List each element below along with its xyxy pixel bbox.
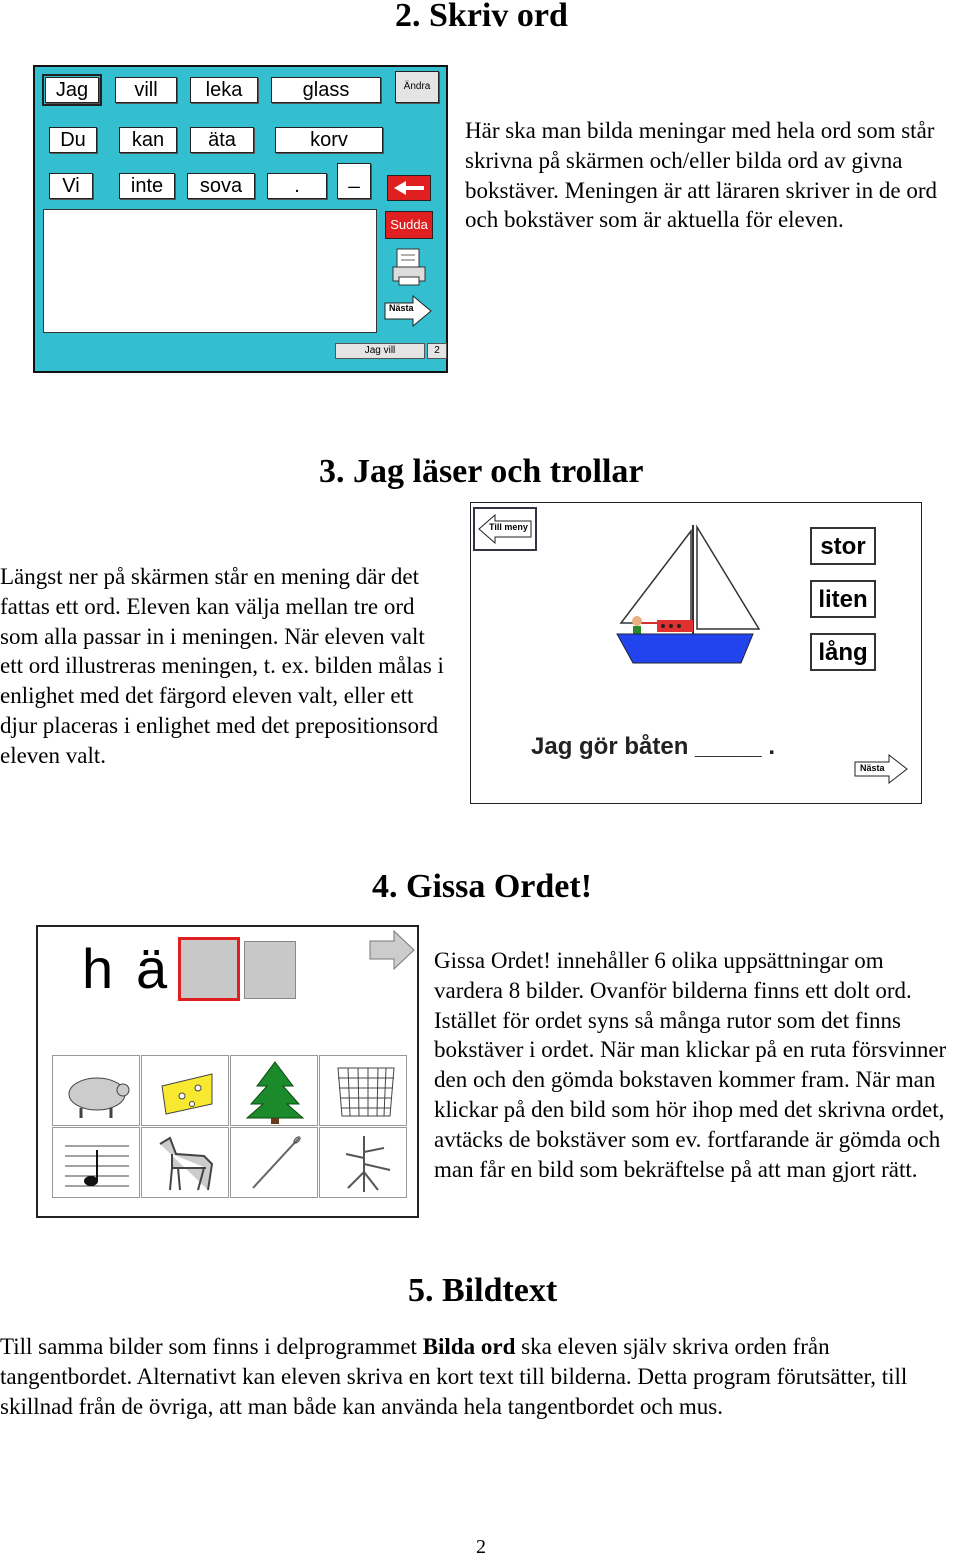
revealed-letter: ä xyxy=(136,937,168,1000)
bildtext-description xyxy=(0,1332,960,1421)
word-button[interactable]: korv xyxy=(275,127,383,153)
net-icon xyxy=(320,1056,408,1127)
hidden-letter-box[interactable] xyxy=(244,941,296,999)
bildtext-text-after: ska eleven själv skriva orden från tangentbordet. Alternativt kan eleven skriva en kort text till bilderna. Detta program förutsätter, till skillnad från de övriga, att man både kan använda hela tangentbordet och mus. xyxy=(0,1334,908,1419)
word-button[interactable]: kan xyxy=(119,127,177,153)
revealed-letter: h xyxy=(82,937,114,1000)
word-button[interactable]: Du xyxy=(49,127,97,153)
bildtext-bold-term: Bilda ord xyxy=(422,1334,516,1359)
option-lang-button[interactable]: lång xyxy=(810,633,876,671)
heading-skriv-ord: 2. Skriv ord xyxy=(395,0,568,34)
picture-cell[interactable] xyxy=(141,1127,229,1198)
left-arrow-icon xyxy=(388,176,430,200)
picture-cell[interactable] xyxy=(230,1127,318,1198)
sentence-text: Jag gör båten _____ . xyxy=(531,733,776,760)
picture-cell[interactable] xyxy=(52,1127,140,1198)
picture-grid xyxy=(52,1055,408,1199)
word-button[interactable]: leka xyxy=(190,77,258,103)
word-button[interactable]: inte xyxy=(119,173,175,199)
word-button[interactable]: Jag xyxy=(45,77,99,103)
pig-icon xyxy=(53,1056,141,1127)
nasta-label: Nästa xyxy=(389,303,414,313)
sudda-button[interactable]: Sudda xyxy=(385,211,433,239)
cheese-icon xyxy=(142,1056,230,1127)
needle-icon xyxy=(231,1128,319,1199)
tree-icon xyxy=(231,1056,319,1127)
heading-gissa-ordet: 4. Gissa Ordet! xyxy=(372,868,593,905)
heading-bildtext: 5. Bildtext xyxy=(408,1272,558,1309)
page-indicator: 2 xyxy=(427,343,447,359)
word-button[interactable]: äta xyxy=(190,127,254,153)
note-icon xyxy=(53,1128,141,1199)
word-button[interactable]: sova xyxy=(187,173,255,199)
picture-cell[interactable] xyxy=(319,1055,407,1126)
till-meny-button[interactable] xyxy=(473,507,537,551)
status-bar: Jag vill xyxy=(335,343,425,359)
nasta-button[interactable] xyxy=(383,295,433,327)
picture-cell[interactable] xyxy=(141,1055,229,1126)
skriv-ord-description: Här ska man bilda meningar med hela ord som står skrivna på skärmen och/eller bilda ord av givna bokstäver. Meningen är att läraren skriver in de ord och bokstäver som är aktuella för eleven. xyxy=(465,118,937,233)
word-button[interactable]: . xyxy=(267,173,327,199)
picture-cell[interactable] xyxy=(52,1055,140,1126)
option-liten-button[interactable]: liten xyxy=(810,580,876,618)
jag-laser-screenshot xyxy=(470,502,922,804)
gissa-ordet-description: Gissa Ordet! innehåller 6 olika uppsättningar om vardera 8 bilder. Ovanför bilderna finns ett dolt ord. Istället för ordet syns så många rutor som det finns bokstäver i ordet. När man klickar på en ruta försvinner den och den gömda bokstaven kommer fram. När man klickar på den bild som hör ihop med det skrivna ordet, avtäcks de bokstäver som ev. fortfarande är gömda och man får en bild som bekräftelse på att man gjort rätt. xyxy=(434,948,947,1182)
hidden-letter-box[interactable] xyxy=(178,937,240,1001)
boat-illustration xyxy=(601,523,771,673)
nasta-button[interactable] xyxy=(853,753,909,785)
horse-icon xyxy=(142,1128,230,1199)
word-button[interactable]: Vi xyxy=(49,173,93,199)
option-stor-button[interactable]: stor xyxy=(810,527,876,565)
nasta-label: Nästa xyxy=(860,763,885,773)
printer-icon[interactable] xyxy=(391,247,427,287)
picture-cell[interactable] xyxy=(319,1127,407,1198)
bildtext-text-before: Till samma bilder som finns i delprogrammet xyxy=(0,1334,423,1359)
page-number: 2 xyxy=(476,1536,486,1558)
till-meny-label: Till meny xyxy=(489,522,528,532)
back-arrow-button[interactable] xyxy=(387,175,431,201)
word-button[interactable]: glass xyxy=(271,77,381,103)
next-arrow-icon[interactable] xyxy=(368,929,416,971)
gissa-ordet-screenshot xyxy=(36,925,419,1218)
textarea[interactable] xyxy=(43,209,377,333)
word-button[interactable]: vill xyxy=(115,77,177,103)
heading-jag-laser: 3. Jag läser och trollar xyxy=(319,453,644,490)
andra-button[interactable]: Ändra xyxy=(395,71,439,103)
underscore-button[interactable]: _ xyxy=(337,163,371,199)
picture-cell[interactable] xyxy=(230,1055,318,1126)
jag-laser-description: Längst ner på skärmen står en mening där det fattas ett ord. Eleven kan välja mellan tre ord som alla passar in i meningen. När eleven valt ett ord illustreras meningen, t. ex. bilden målas i enlighet med det färgord eleven valt, eller ett djur placeras i enlighet med det prepositionsord eleven valt. xyxy=(0,564,444,768)
skriv-ord-screenshot xyxy=(33,65,448,373)
root-icon xyxy=(320,1128,408,1199)
